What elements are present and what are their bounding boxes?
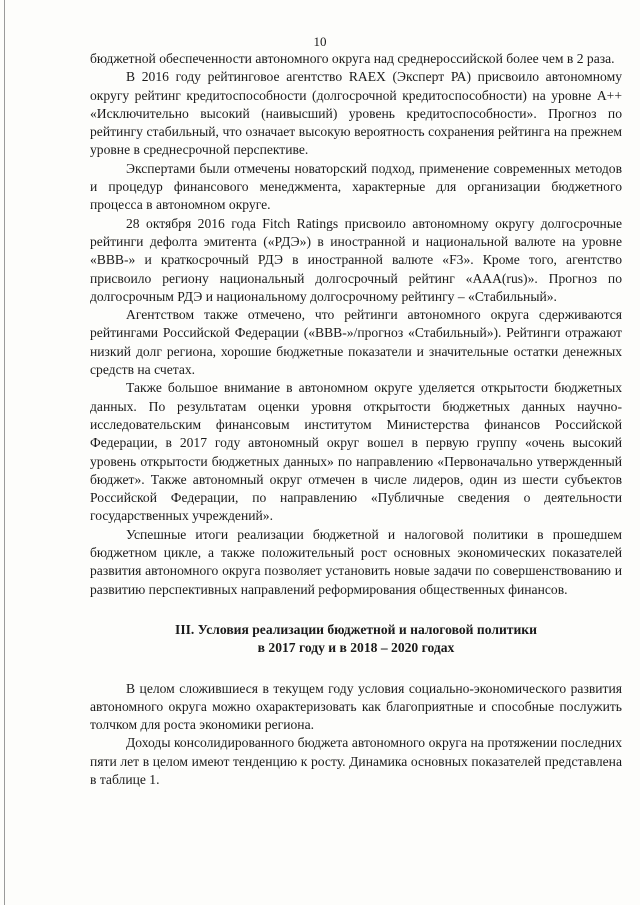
paragraph-results: Успешные итоги реализации бюджетной и налоговой политики в прошедшем бюджетном цикле, а также положительный рост основных экономических показателей развития автономного округа позволяет установить новые задачи по совершенствованию и развитию перспективных направлений реформирования общественных финансов. — [90, 526, 622, 597]
paragraph-budget-openness: Также большое внимание в автономном округе уделяется открытости бюджетных данных. По результатам оценки уровня открытости бюджетных данных научно-исследовательским финансовым институтом Министерства финансов Российской Федерации, в 2017 году автономный округ вошел в первую группу «очень высокий уровень открытости бюджетных данных» по направлению «Первоначально утвержденный бюджет». Также автономный округ отмечен в числе лидеров, один из шести субъектов Российской Федерации, по направлению «Публичные сведения о деятельности государственных учреждений». — [90, 380, 622, 524]
paragraph-continuation: бюджетной обеспеченности автономного округа над среднероссийской более чем в 2 раза. — [90, 51, 615, 66]
paragraph-revenues: Доходы консолидированного бюджета автономного округа на протяжении последних пяти лет в целом имеют тенденцию к росту. Динамика основных показателей представлена в таблице 1. — [90, 735, 622, 787]
paragraph-agency-notes: Агентством также отмечено, что рейтинги автономного округа сдерживаются рейтингами Российской Федерации («BBB-»/прогноз «Стабильный»). Рейтинги отражают низкий долг региона, хорошие бюджетные показатели и значительные остатки денежных средств на счетах. — [90, 307, 622, 378]
section-heading-line-2: в 2017 году и в 2018 – 2020 годах — [257, 640, 455, 656]
page-number: 10 — [313, 34, 327, 49]
paragraph-conditions: В целом сложившиеся в текущем году условия социально-экономического развития автономного округа можно охарактеризовать как благоприятные и способные послужить толчком для роста экономики региона. — [90, 680, 622, 733]
section-heading-line-1: III. Условия реализации бюджетной и налоговой политики — [175, 621, 537, 637]
document-body — [90, 50, 622, 789]
paragraph-experts: Экспертами были отмечены новаторский подход, применение современных методов и процедур финансового менеджмента, характерные для организации бюджетного процесса в автономном округе. — [90, 160, 622, 213]
paragraph-raex-rating: В 2016 году рейтинговое агентство RAEX (Эксперт РА) присвоило автономному округу рейтинг кредитоспособности (долгосрочной кредитоспособности) на уровне А++ «Исключительно высокий (наивысший) уровень кредитоспособности». Прогноз по рейтингу стабильный, что означает высокую вероятность сохранения рейтинга на прежнем уровне в среднесрочной перспективе. — [90, 69, 622, 158]
section-heading — [90, 621, 622, 658]
paragraph-fitch-rating: 28 октября 2016 года Fitch Ratings присвоило автономному округу долгосрочные рейтинги дефолта эмитента («РДЭ») в иностранной и национальной валюте на уровне «BBB-» и краткосрочный РДЭ в иностранной валюте «F3». Кроме того, агентство присвоило региону национальный долгосрочный рейтинг «ААА(rus)». Прогноз по долгосрочным РДЭ и национальному долгосрочному рейтингу – «Стабильный». — [90, 215, 622, 304]
scan-edge-line — [4, 0, 5, 905]
